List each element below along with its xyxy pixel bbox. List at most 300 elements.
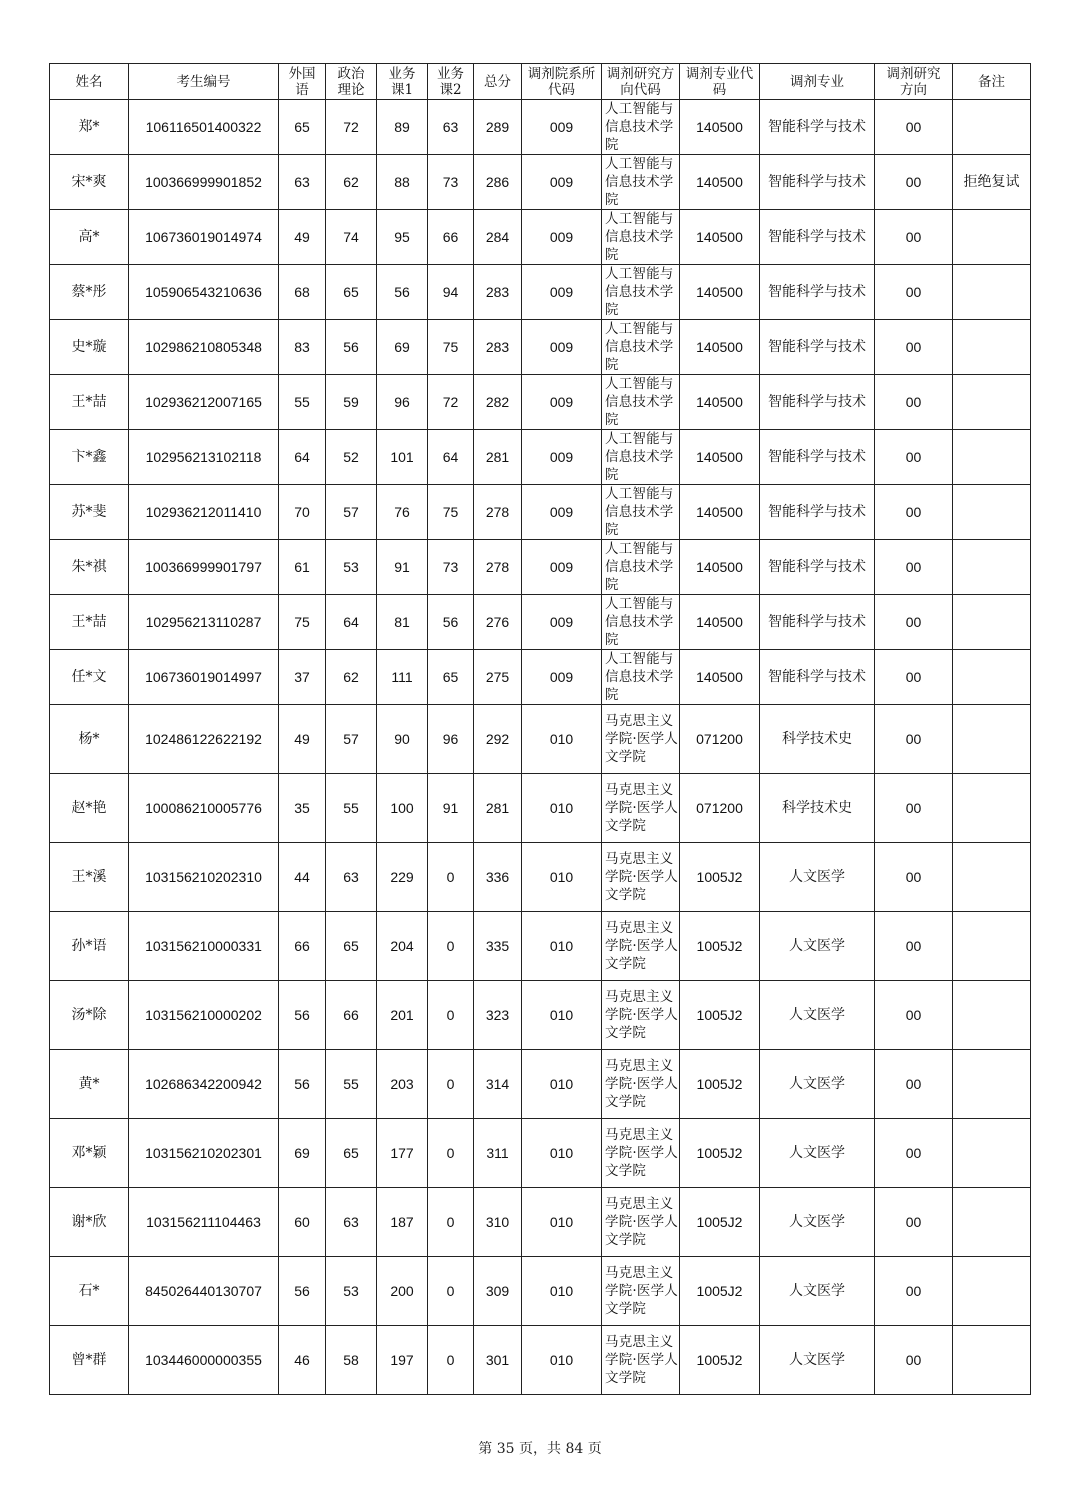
cell-name: 宋*爽: [50, 155, 129, 210]
cell-major: 智能科学与技术: [760, 210, 875, 265]
cell-politics: 62: [326, 155, 377, 210]
cell-note: [953, 843, 1031, 912]
cell-dept-code: 009: [522, 320, 602, 375]
table-row: [50, 774, 1031, 843]
cell-exam-id: 106736019014974: [129, 210, 279, 265]
cell-name: 孙*语: [50, 912, 129, 981]
cell-course1: 81: [377, 595, 428, 650]
cell-note: [953, 265, 1031, 320]
cell-total: 323: [474, 981, 522, 1050]
table-row: [50, 155, 1031, 210]
table-row: [50, 1257, 1031, 1326]
cell-major-code: 1005J2: [680, 1257, 760, 1326]
table-body: [50, 100, 1031, 1395]
table-row: [50, 430, 1031, 485]
cell-course2: 72: [428, 375, 474, 430]
cell-course1: 89: [377, 100, 428, 155]
cell-dept-code: 010: [522, 1326, 602, 1395]
cell-course2: 73: [428, 155, 474, 210]
cell-course2: 66: [428, 210, 474, 265]
cell-exam-id: 100366999901797: [129, 540, 279, 595]
cell-dept-code: 010: [522, 981, 602, 1050]
cell-name: 杨*: [50, 705, 129, 774]
cell-course2: 56: [428, 595, 474, 650]
cell-major: 智能科学与技术: [760, 100, 875, 155]
cell-politics: 55: [326, 774, 377, 843]
cell-foreign-lang: 56: [279, 1257, 326, 1326]
cell-name: 王*喆: [50, 595, 129, 650]
cell-major-code: 140500: [680, 320, 760, 375]
cell-dept-code: 010: [522, 774, 602, 843]
cell-direction-code: 人工智能与信息技术学院: [602, 485, 680, 540]
header-major: 调剂专业: [760, 64, 875, 100]
cell-course1: 200: [377, 1257, 428, 1326]
cell-total: 336: [474, 843, 522, 912]
cell-research-dir: 00: [875, 540, 953, 595]
cell-direction-code: 马克思主义学院·医学人文学院: [602, 1050, 680, 1119]
cell-name: 蔡*彤: [50, 265, 129, 320]
cell-course2: 0: [428, 1119, 474, 1188]
cell-course1: 187: [377, 1188, 428, 1257]
cell-course1: 204: [377, 912, 428, 981]
cell-exam-id: 102486122622192: [129, 705, 279, 774]
cell-exam-id: 103156211104463: [129, 1188, 279, 1257]
cell-exam-id: 102686342200942: [129, 1050, 279, 1119]
cell-note: [953, 1326, 1031, 1395]
cell-major: 人文医学: [760, 912, 875, 981]
cell-politics: 65: [326, 265, 377, 320]
cell-dept-code: 009: [522, 430, 602, 485]
cell-direction-code: 马克思主义学院·医学人文学院: [602, 912, 680, 981]
cell-major-code: 1005J2: [680, 912, 760, 981]
cell-note: [953, 210, 1031, 265]
cell-foreign-lang: 60: [279, 1188, 326, 1257]
cell-research-dir: 00: [875, 1326, 953, 1395]
cell-research-dir: 00: [875, 981, 953, 1050]
cell-direction-code: 人工智能与信息技术学院: [602, 595, 680, 650]
table-row: [50, 375, 1031, 430]
cell-name: 王*溪: [50, 843, 129, 912]
cell-note: [953, 1050, 1031, 1119]
cell-course2: 96: [428, 705, 474, 774]
cell-note: [953, 912, 1031, 981]
header-politics: 政治 理论: [326, 64, 377, 100]
cell-course1: 203: [377, 1050, 428, 1119]
cell-foreign-lang: 56: [279, 1050, 326, 1119]
cell-course1: 197: [377, 1326, 428, 1395]
cell-direction-code: 人工智能与信息技术学院: [602, 265, 680, 320]
cell-course2: 0: [428, 981, 474, 1050]
cell-major: 人文医学: [760, 981, 875, 1050]
cell-course1: 177: [377, 1119, 428, 1188]
table-row: [50, 1188, 1031, 1257]
cell-major: 科学技术史: [760, 774, 875, 843]
cell-course2: 91: [428, 774, 474, 843]
cell-major-code: 140500: [680, 430, 760, 485]
cell-exam-id: 102956213110287: [129, 595, 279, 650]
cell-name: 郑*: [50, 100, 129, 155]
cell-course2: 0: [428, 912, 474, 981]
cell-exam-id: 102936212011410: [129, 485, 279, 540]
cell-course1: 100: [377, 774, 428, 843]
cell-name: 石*: [50, 1257, 129, 1326]
cell-course2: 65: [428, 650, 474, 705]
table-row: [50, 912, 1031, 981]
cell-note: [953, 1257, 1031, 1326]
adjustment-table: [49, 63, 1031, 1395]
table-row: [50, 1050, 1031, 1119]
cell-foreign-lang: 56: [279, 981, 326, 1050]
cell-politics: 72: [326, 100, 377, 155]
cell-foreign-lang: 49: [279, 210, 326, 265]
cell-course2: 73: [428, 540, 474, 595]
cell-research-dir: 00: [875, 1119, 953, 1188]
cell-research-dir: 00: [875, 650, 953, 705]
cell-research-dir: 00: [875, 1050, 953, 1119]
cell-name: 任*文: [50, 650, 129, 705]
cell-foreign-lang: 70: [279, 485, 326, 540]
header-research-dir: 调剂研究 方向: [875, 64, 953, 100]
cell-direction-code: 马克思主义学院·医学人文学院: [602, 705, 680, 774]
cell-direction-code: 人工智能与信息技术学院: [602, 650, 680, 705]
cell-major-code: 1005J2: [680, 843, 760, 912]
cell-major-code: 140500: [680, 155, 760, 210]
cell-foreign-lang: 69: [279, 1119, 326, 1188]
cell-name: 朱*祺: [50, 540, 129, 595]
cell-research-dir: 00: [875, 595, 953, 650]
table-row: [50, 265, 1031, 320]
cell-foreign-lang: 64: [279, 430, 326, 485]
cell-politics: 63: [326, 1188, 377, 1257]
cell-name: 高*: [50, 210, 129, 265]
cell-name: 谢*欣: [50, 1188, 129, 1257]
cell-direction-code: 马克思主义学院·医学人文学院: [602, 1119, 680, 1188]
cell-major-code: 140500: [680, 265, 760, 320]
cell-research-dir: 00: [875, 843, 953, 912]
cell-course2: 0: [428, 843, 474, 912]
cell-politics: 53: [326, 540, 377, 595]
cell-note: 拒绝复试: [953, 155, 1031, 210]
cell-dept-code: 010: [522, 1257, 602, 1326]
cell-dept-code: 009: [522, 375, 602, 430]
cell-foreign-lang: 63: [279, 155, 326, 210]
table-row: [50, 981, 1031, 1050]
cell-politics: 57: [326, 705, 377, 774]
cell-direction-code: 马克思主义学院·医学人文学院: [602, 843, 680, 912]
cell-major-code: 071200: [680, 774, 760, 843]
table-row: [50, 843, 1031, 912]
cell-foreign-lang: 83: [279, 320, 326, 375]
cell-major: 智能科学与技术: [760, 155, 875, 210]
cell-research-dir: 00: [875, 1257, 953, 1326]
cell-exam-id: 106736019014997: [129, 650, 279, 705]
cell-foreign-lang: 68: [279, 265, 326, 320]
cell-exam-id: 103156210000202: [129, 981, 279, 1050]
cell-direction-code: 马克思主义学院·医学人文学院: [602, 1188, 680, 1257]
cell-total: 283: [474, 265, 522, 320]
cell-direction-code: 马克思主义学院·医学人文学院: [602, 774, 680, 843]
cell-politics: 57: [326, 485, 377, 540]
cell-name: 黄*: [50, 1050, 129, 1119]
cell-major: 人文医学: [760, 1326, 875, 1395]
cell-politics: 74: [326, 210, 377, 265]
cell-politics: 64: [326, 595, 377, 650]
cell-course2: 63: [428, 100, 474, 155]
cell-major: 智能科学与技术: [760, 540, 875, 595]
cell-name: 邓*颖: [50, 1119, 129, 1188]
cell-research-dir: 00: [875, 155, 953, 210]
cell-note: [953, 981, 1031, 1050]
cell-note: [953, 100, 1031, 155]
cell-note: [953, 705, 1031, 774]
cell-major-code: 140500: [680, 100, 760, 155]
cell-foreign-lang: 46: [279, 1326, 326, 1395]
cell-dept-code: 009: [522, 540, 602, 595]
cell-major: 人文医学: [760, 1050, 875, 1119]
cell-dept-code: 010: [522, 1119, 602, 1188]
cell-exam-id: 102986210805348: [129, 320, 279, 375]
cell-politics: 52: [326, 430, 377, 485]
cell-exam-id: 100366999901852: [129, 155, 279, 210]
cell-note: [953, 1119, 1031, 1188]
cell-major: 智能科学与技术: [760, 650, 875, 705]
cell-course1: 111: [377, 650, 428, 705]
cell-research-dir: 00: [875, 705, 953, 774]
cell-direction-code: 人工智能与信息技术学院: [602, 210, 680, 265]
cell-research-dir: 00: [875, 430, 953, 485]
cell-total: 289: [474, 100, 522, 155]
cell-name: 曾*群: [50, 1326, 129, 1395]
cell-total: 314: [474, 1050, 522, 1119]
cell-name: 赵*艳: [50, 774, 129, 843]
cell-note: [953, 774, 1031, 843]
cell-politics: 58: [326, 1326, 377, 1395]
table-row: [50, 485, 1031, 540]
table-row: [50, 210, 1031, 265]
cell-course2: 64: [428, 430, 474, 485]
header-foreign-lang: 外国 语: [279, 64, 326, 100]
cell-course1: 91: [377, 540, 428, 595]
cell-dept-code: 009: [522, 210, 602, 265]
cell-major-code: 1005J2: [680, 1326, 760, 1395]
cell-major: 智能科学与技术: [760, 265, 875, 320]
cell-exam-id: 106116501400322: [129, 100, 279, 155]
cell-foreign-lang: 44: [279, 843, 326, 912]
cell-major-code: 140500: [680, 540, 760, 595]
cell-major: 人文医学: [760, 1119, 875, 1188]
cell-foreign-lang: 75: [279, 595, 326, 650]
table-row: [50, 650, 1031, 705]
cell-major: 科学技术史: [760, 705, 875, 774]
cell-note: [953, 375, 1031, 430]
cell-major-code: 071200: [680, 705, 760, 774]
cell-course1: 76: [377, 485, 428, 540]
cell-major-code: 1005J2: [680, 1188, 760, 1257]
cell-foreign-lang: 66: [279, 912, 326, 981]
cell-course2: 75: [428, 485, 474, 540]
cell-foreign-lang: 55: [279, 375, 326, 430]
cell-major-code: 140500: [680, 485, 760, 540]
cell-total: 301: [474, 1326, 522, 1395]
cell-dept-code: 010: [522, 912, 602, 981]
cell-course1: 229: [377, 843, 428, 912]
cell-foreign-lang: 49: [279, 705, 326, 774]
cell-exam-id: 103446000000355: [129, 1326, 279, 1395]
cell-total: 311: [474, 1119, 522, 1188]
cell-exam-id: 105906543210636: [129, 265, 279, 320]
cell-total: 282: [474, 375, 522, 430]
cell-course1: 88: [377, 155, 428, 210]
cell-exam-id: 100086210005776: [129, 774, 279, 843]
table-row: [50, 540, 1031, 595]
cell-exam-id: 103156210202301: [129, 1119, 279, 1188]
cell-course1: 96: [377, 375, 428, 430]
cell-total: 310: [474, 1188, 522, 1257]
cell-total: 309: [474, 1257, 522, 1326]
cell-total: 275: [474, 650, 522, 705]
cell-research-dir: 00: [875, 774, 953, 843]
header-direction-code: 调剂研究方 向代码: [602, 64, 680, 100]
cell-foreign-lang: 37: [279, 650, 326, 705]
table-row: [50, 595, 1031, 650]
cell-politics: 53: [326, 1257, 377, 1326]
cell-direction-code: 人工智能与信息技术学院: [602, 540, 680, 595]
cell-major: 智能科学与技术: [760, 595, 875, 650]
cell-total: 281: [474, 430, 522, 485]
header-total: 总分: [474, 64, 522, 100]
cell-dept-code: 009: [522, 265, 602, 320]
cell-dept-code: 010: [522, 1050, 602, 1119]
header-course1: 业务 课1: [377, 64, 428, 100]
cell-major: 智能科学与技术: [760, 430, 875, 485]
cell-note: [953, 650, 1031, 705]
cell-exam-id: 845026440130707: [129, 1257, 279, 1326]
cell-note: [953, 1188, 1031, 1257]
cell-total: 281: [474, 774, 522, 843]
cell-name: 史*璇: [50, 320, 129, 375]
cell-dept-code: 010: [522, 1188, 602, 1257]
header-name: 姓名: [50, 64, 129, 100]
cell-foreign-lang: 65: [279, 100, 326, 155]
cell-dept-code: 009: [522, 650, 602, 705]
cell-exam-id: 102936212007165: [129, 375, 279, 430]
cell-course1: 90: [377, 705, 428, 774]
cell-exam-id: 103156210202310: [129, 843, 279, 912]
table-row: [50, 1119, 1031, 1188]
cell-total: 335: [474, 912, 522, 981]
cell-research-dir: 00: [875, 375, 953, 430]
cell-direction-code: 人工智能与信息技术学院: [602, 155, 680, 210]
cell-major: 智能科学与技术: [760, 375, 875, 430]
table-row: [50, 320, 1031, 375]
cell-course2: 0: [428, 1188, 474, 1257]
cell-major-code: 140500: [680, 210, 760, 265]
cell-total: 276: [474, 595, 522, 650]
header-exam-id: 考生编号: [129, 64, 279, 100]
cell-direction-code: 人工智能与信息技术学院: [602, 375, 680, 430]
cell-research-dir: 00: [875, 100, 953, 155]
cell-note: [953, 540, 1031, 595]
table-row: [50, 705, 1031, 774]
cell-total: 286: [474, 155, 522, 210]
cell-major: 人文医学: [760, 1188, 875, 1257]
cell-name: 汤*除: [50, 981, 129, 1050]
cell-research-dir: 00: [875, 265, 953, 320]
cell-major: 人文医学: [760, 1257, 875, 1326]
cell-dept-code: 009: [522, 100, 602, 155]
cell-direction-code: 人工智能与信息技术学院: [602, 100, 680, 155]
cell-dept-code: 009: [522, 155, 602, 210]
header-row: [50, 64, 1031, 100]
cell-major-code: 1005J2: [680, 981, 760, 1050]
header-course2: 业务 课2: [428, 64, 474, 100]
cell-course2: 0: [428, 1050, 474, 1119]
cell-direction-code: 马克思主义学院·医学人文学院: [602, 981, 680, 1050]
cell-politics: 55: [326, 1050, 377, 1119]
cell-major-code: 140500: [680, 375, 760, 430]
cell-major: 人文医学: [760, 843, 875, 912]
cell-politics: 65: [326, 912, 377, 981]
cell-note: [953, 430, 1031, 485]
table-row: [50, 100, 1031, 155]
cell-direction-code: 人工智能与信息技术学院: [602, 430, 680, 485]
cell-major-code: 140500: [680, 595, 760, 650]
cell-major: 智能科学与技术: [760, 320, 875, 375]
cell-course2: 75: [428, 320, 474, 375]
header-note: 备注: [953, 64, 1031, 100]
cell-politics: 65: [326, 1119, 377, 1188]
cell-note: [953, 485, 1031, 540]
cell-major-code: 140500: [680, 650, 760, 705]
cell-total: 278: [474, 540, 522, 595]
cell-name: 苏*斐: [50, 485, 129, 540]
header-dept-code: 调剂院系所 代码: [522, 64, 602, 100]
cell-total: 278: [474, 485, 522, 540]
cell-dept-code: 009: [522, 595, 602, 650]
cell-exam-id: 103156210000331: [129, 912, 279, 981]
cell-dept-code: 009: [522, 485, 602, 540]
cell-note: [953, 320, 1031, 375]
cell-total: 283: [474, 320, 522, 375]
cell-exam-id: 102956213102118: [129, 430, 279, 485]
cell-research-dir: 00: [875, 210, 953, 265]
header-major-code: 调剂专业代 码: [680, 64, 760, 100]
cell-politics: 62: [326, 650, 377, 705]
cell-research-dir: 00: [875, 320, 953, 375]
cell-politics: 63: [326, 843, 377, 912]
cell-course2: 0: [428, 1326, 474, 1395]
cell-dept-code: 010: [522, 705, 602, 774]
cell-major: 智能科学与技术: [760, 485, 875, 540]
cell-course1: 69: [377, 320, 428, 375]
cell-name: 卞*鑫: [50, 430, 129, 485]
cell-name: 王*喆: [50, 375, 129, 430]
page-number: 第 35 页，共 84 页: [478, 1441, 602, 1457]
cell-course2: 0: [428, 1257, 474, 1326]
cell-direction-code: 马克思主义学院·医学人文学院: [602, 1257, 680, 1326]
cell-politics: 56: [326, 320, 377, 375]
cell-course2: 94: [428, 265, 474, 320]
cell-politics: 59: [326, 375, 377, 430]
cell-dept-code: 010: [522, 843, 602, 912]
cell-research-dir: 00: [875, 912, 953, 981]
cell-direction-code: 人工智能与信息技术学院: [602, 320, 680, 375]
cell-note: [953, 595, 1031, 650]
cell-research-dir: 00: [875, 1188, 953, 1257]
cell-total: 292: [474, 705, 522, 774]
cell-major-code: 1005J2: [680, 1119, 760, 1188]
cell-foreign-lang: 35: [279, 774, 326, 843]
